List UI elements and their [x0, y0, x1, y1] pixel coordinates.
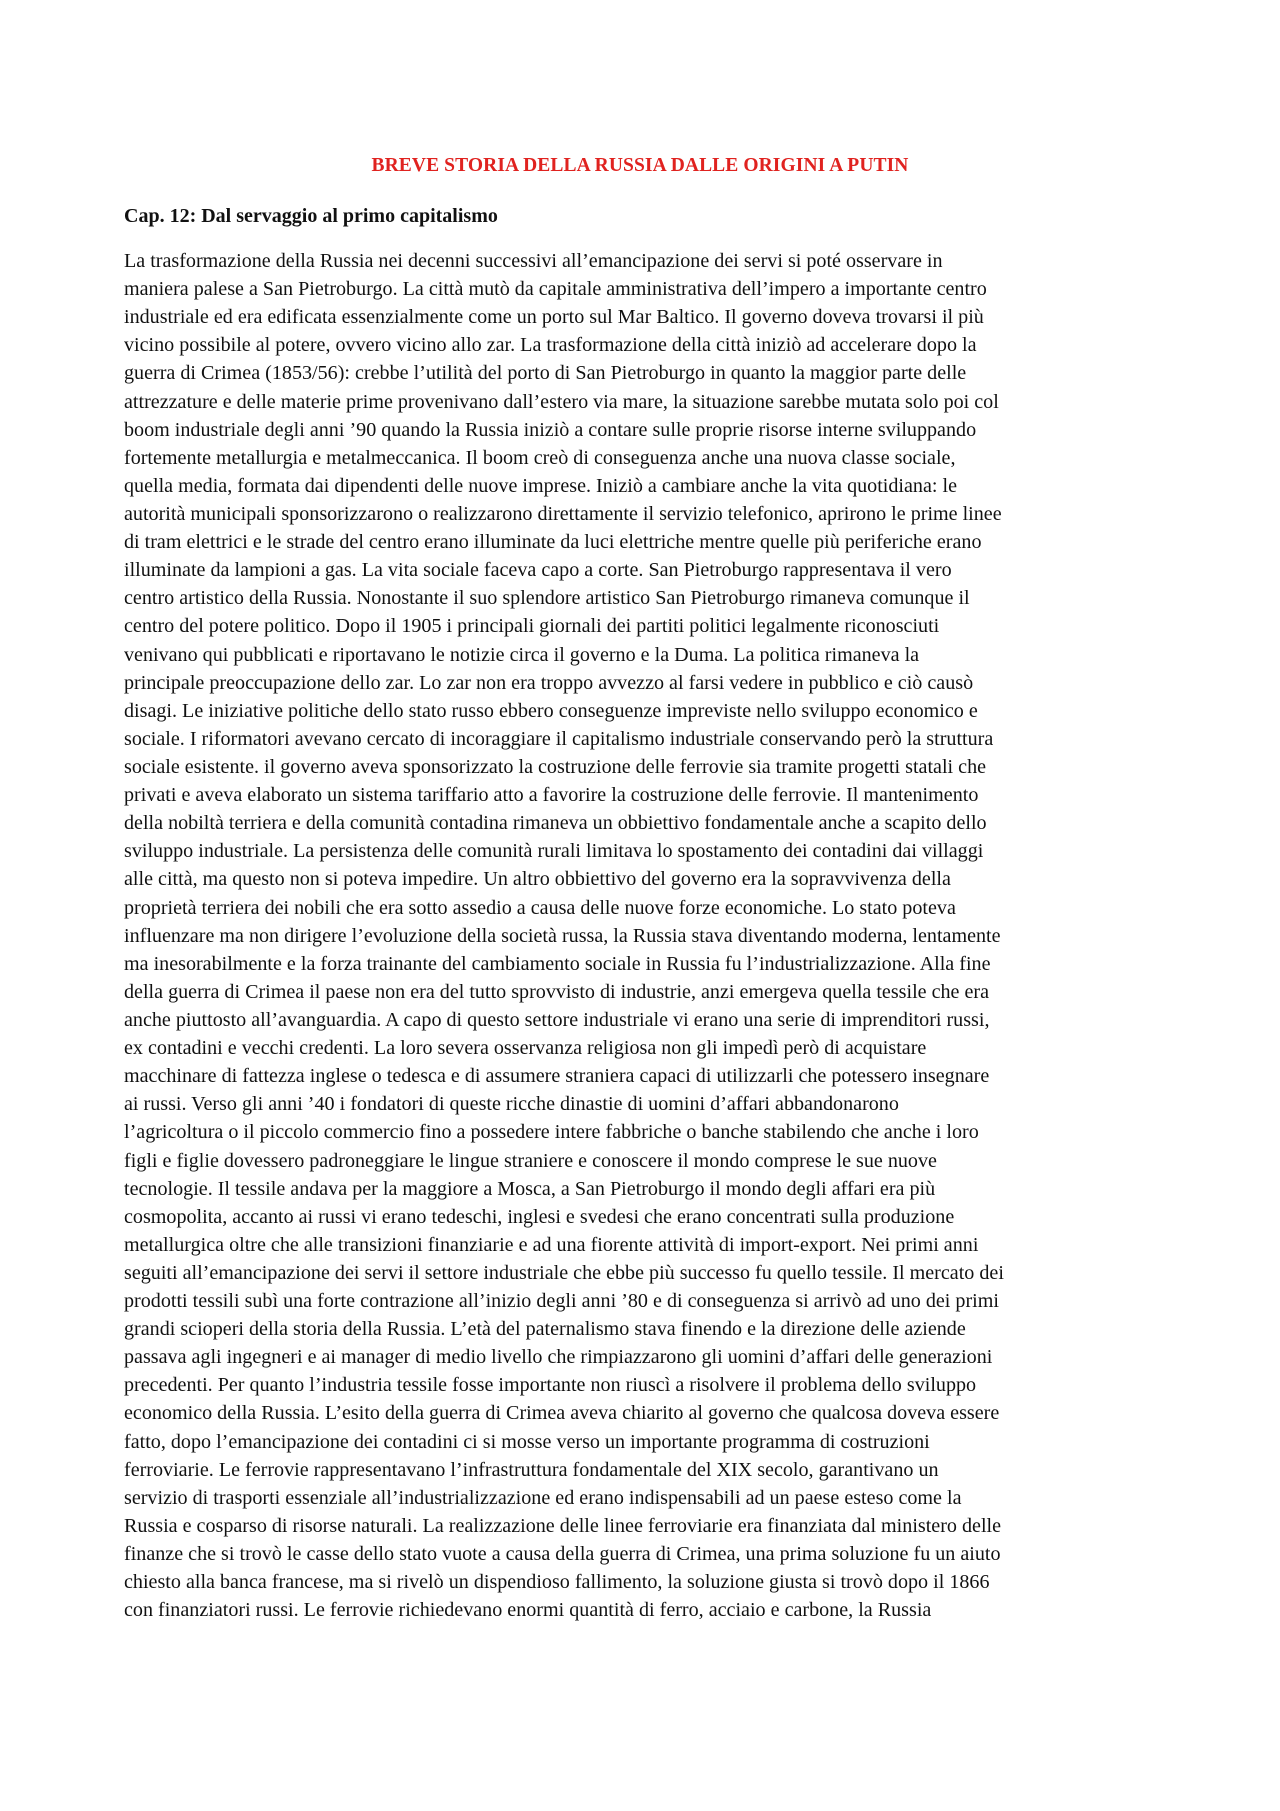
text-line: autorità municipali sponsorizzarono o realizzarono direttamente il servizio telefonico, aprirono le prime linee — [124, 502, 1002, 525]
text-line: alle città, ma questo non si poteva impedire. Un altro obbiettivo del governo era la sopravvivenza della — [124, 868, 951, 891]
text-line: della guerra di Crimea il paese non era del tutto sprovvisto di industrie, anzi emergeva quella tessile che era — [124, 980, 990, 1003]
text-line: seguiti all’emancipazione dei servi il settore industriale che ebbe più successo fu quello tessile. Il mercato dei — [124, 1261, 1004, 1284]
text-line: quella media, formata dai dipendenti delle nuove imprese. Iniziò a cambiare anche la vita quotidiana: le — [124, 474, 957, 497]
text-line: ai russi. Verso gli anni ’40 i fondatori di queste ricche dinastie di uomini d’affari abbandonarono — [124, 1093, 899, 1116]
text-line: finanze che si trovò le casse dello stato vuote a causa della guerra di Crimea, una prima soluzione fu un aiuto — [124, 1543, 1001, 1566]
text-line: venivano qui pubblicati e riportavano le notizie circa il governo e la Duma. La politica rimaneva la — [124, 643, 920, 666]
text-line: ferroviarie. Le ferrovie rappresentavano l’infrastruttura fondamentale del XIX secolo, garantivano un — [124, 1458, 939, 1481]
text-line: prodotti tessili subì una forte contrazione all’inizio degli anni ’80 e di conseguenza si arrivò ad uno dei primi — [124, 1290, 999, 1313]
text-line: sociale esistente. il governo aveva sponsorizzato la costruzione delle ferrovie sia tramite progetti statali che — [124, 755, 987, 778]
text-line: servizio di trasporti essenziale all’industrializzazione ed erano indispensabili ad un paese esteso come la — [124, 1486, 962, 1509]
text-line: La trasformazione della Russia nei decenni successivi all’emancipazione dei servi si poté osservare in — [124, 250, 943, 272]
text-line: illuminate da lampioni a gas. La vita sociale faceva capo a corte. San Pietroburgo rappresentava il vero — [124, 559, 952, 582]
text-line: ex contadini e vecchi credenti. La loro severa osservanza religiosa non gli impedì però di acquistare — [124, 1037, 927, 1060]
text-line: influenzare ma non dirigere l’evoluzione della società russa, la Russia stava diventando moderna, lentamente — [124, 924, 1001, 947]
text-line: attrezzature e delle materie prime provenivano dall’estero via mare, la situazione sarebbe mutata solo poi col — [124, 390, 999, 413]
text-line: disagi. Le iniziative politiche dello stato russo ebbero conseguenze impreviste nello sviluppo economico e — [124, 699, 978, 722]
text-line: centro artistico della Russia. Nonostante il suo splendore artistico San Pietroburgo rimaneva comunque il — [124, 587, 970, 610]
text-line: metallurgica oltre che alle transizioni finanziarie e ad una fiorente attività di import-export. Nei primi anni — [124, 1233, 979, 1256]
text-line: Russia e cosparso di risorse naturali. La realizzazione delle linee ferroviarie era finanziata dal ministero delle — [124, 1514, 1002, 1537]
text-line: con finanziatori russi. Le ferrovie richiedevano enormi quantità di ferro, acciaio e carbone, la Russia — [124, 1599, 932, 1622]
text-line: maniera palese a San Pietroburgo. La città mutò da capitale amministrativa dell’impero a importante centro — [124, 278, 987, 301]
text-line: passava agli ingegneri e ai manager di medio livello che rimpiazzarono gli uomini d’affari delle generazioni — [124, 1346, 993, 1369]
text-line: sviluppo industriale. La persistenza delle comunità rurali limitava lo spostamento dei contadini dai villaggi — [124, 840, 984, 863]
text-line: boom industriale degli anni ’90 quando la Russia iniziò a contare sulle proprie risorse interne sviluppando — [124, 418, 977, 441]
text-line: macchinare di fattezza inglese o tedesca e di assumere straniera capaci di utilizzarli che potessero insegnare — [124, 1065, 990, 1088]
text-line: grandi scioperi della storia della Russia. L’età del paternalismo stava finendo e la direzione delle aziende — [124, 1318, 966, 1341]
text-line: privati e aveva elaborato un sistema tariffario atto a favorire la costruzione delle ferrovie. Il mantenimento — [124, 784, 979, 807]
chapter-heading: Cap. 12: Dal servaggio al primo capitalismo — [124, 205, 498, 227]
text-line: ma inesorabilmente e la forza trainante del cambiamento sociale in Russia fu l’industrializzazione. Alla fine — [124, 952, 991, 975]
text-line: anche piuttosto all’avanguardia. A capo di questo settore industriale vi erano una serie di imprenditori russi, — [124, 1008, 990, 1031]
text-line: vicino possibile al potere, ovvero vicino allo zar. La trasformazione della città iniziò ad accelerare dopo la — [124, 334, 977, 357]
text-line: industriale ed era edificata essenzialmente come un porto sul Mar Baltico. Il governo doveva trovarsi il più — [124, 306, 984, 329]
text-line: proprietà terriera dei nobili che era sotto assedio a causa delle nuove forze economiche. Lo stato poteva — [124, 896, 956, 919]
text-line: l’agricoltura o il piccolo commercio fino a possedere intere fabbriche o banche stabilendo che anche i loro — [124, 1121, 979, 1144]
text-line: tecnologie. Il tessile andava per la maggiore a Mosca, a San Pietroburgo il mondo degli affari era più — [124, 1177, 936, 1200]
text-line: di tram elettrici e le strade del centro erano illuminate da luci elettriche mentre quelle più periferiche erano — [124, 531, 982, 554]
text-line: centro del potere politico. Dopo il 1905 i principali giornali dei partiti politici legalmente riconosciuti — [124, 615, 940, 638]
text-line: fortemente metallurgia e metalmeccanica. Il boom creò di conseguenza anche una nuova classe sociale, — [124, 446, 956, 469]
text-line: precedenti. Per quanto l’industria tessile fosse importante non riuscì a risolvere il problema dello sviluppo — [124, 1374, 977, 1397]
text-line: della nobiltà terriera e della comunità contadina rimaneva un obbiettivo fondamentale anche a scapito dello — [124, 812, 987, 835]
text-line: chiesto alla banca francese, ma si rivelò un dispendioso fallimento, la soluzione giusta si trovò dopo il 1866 — [124, 1571, 990, 1594]
text-line: cosmopolita, accanto ai russi vi erano tedeschi, inglesi e svedesi che erano concentrati sulla produzione — [124, 1205, 955, 1228]
text-line: sociale. I riformatori avevano cercato di incoraggiare il capitalismo industriale conservando però la struttura — [124, 727, 994, 750]
body-paragraph — [124, 247, 1164, 1624]
text-line: principale preoccupazione dello zar. Lo zar non era troppo avvezzo al farsi vedere in pubblico e ciò causò — [124, 671, 974, 694]
text-line: fatto, dopo l’emancipazione dei contadini ci si mosse verso un importante programma di costruzioni — [124, 1430, 930, 1453]
text-line: economico della Russia. L’esito della guerra di Crimea aveva chiarito al governo che qualcosa doveva essere — [124, 1402, 1000, 1425]
text-line: figli e figlie dovessero padroneggiare le lingue straniere e conoscere il mondo comprese le sue nuove — [124, 1149, 937, 1172]
document-title: BREVE STORIA DELLA RUSSIA DALLE ORIGINI A PUTIN — [371, 155, 909, 176]
text-line: guerra di Crimea (1853/56): crebbe l’utilità del porto di San Pietroburgo in quanto la maggior parte delle — [124, 362, 967, 385]
